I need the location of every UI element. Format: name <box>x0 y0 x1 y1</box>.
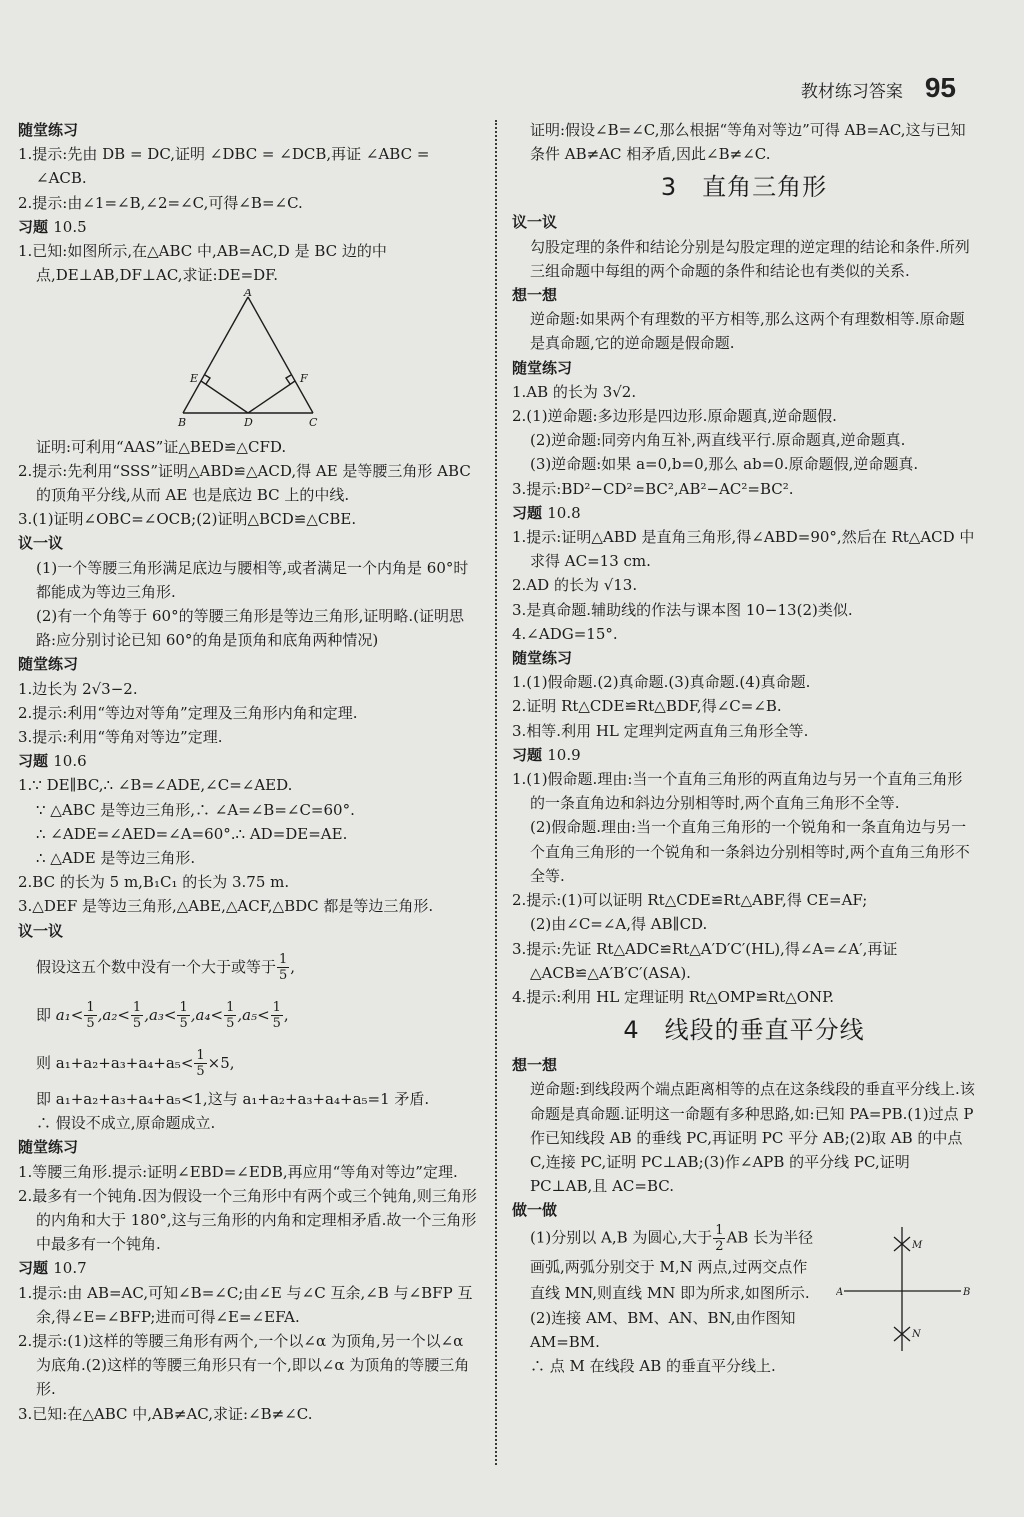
section-heading: 做一做 <box>512 1201 558 1220</box>
think-text: 逆命题:如果两个有理数的平方相等,那么这两个有理数相等.原命题是真命题,它的逆命题是假命题. <box>530 310 965 353</box>
svg-text:D: D <box>244 416 253 428</box>
answer-item: 1.提示:证明△ABD 是直角三角形,得∠ABD=90°,然后在 Rt△ACD 中求得 AC=13 cm. <box>512 528 975 571</box>
proof-line: 假设这五个数中没有一个大于或等于 $\frac{1}{5}$ , <box>36 952 296 984</box>
chapter-title: 4 线段的垂直平分线 <box>623 1016 865 1045</box>
construction-step: (2)连接 AM、BM、AN、BN,由作图知 AM=BM. <box>530 1308 796 1351</box>
answer-line: ∴ ∠ADE=∠AED=∠A=60°.∴ AD=DE=AE. <box>36 824 348 843</box>
answer-item: 3.△DEF 是等边三角形,△ABE,△ACF,△BDC 都是等边三角形. <box>18 897 434 916</box>
fraction: $\frac{1}{5}$ <box>279 952 288 984</box>
exercise-heading: 习题 10.5 <box>18 217 87 236</box>
answer-item: 4.提示:利用 HL 定理证明 Rt△OMP≌Rt△ONP. <box>512 987 834 1006</box>
think-text: 逆命题:到线段两个端点距离相等的点在这条线段的垂直平分线上.该命题是真命题.证明这一命题有多种思路,如:已知 PA=PB.(1)过点 P 作已知线段 AB 的垂线 PC,再证明 PC 平分 AB;(2)取 AB 的中点 C,连接 PC,证明 PC⊥AB;(3)作∠APB 的平分线 PC,证明 PC⊥AB,且 AC=BC. <box>530 1080 975 1196</box>
answer-item: 3.已知:在△ABC 中,AB≠AC,求证:∠B≠∠C. <box>18 1404 313 1423</box>
answer-item: 1.已知:如图所示,在△ABC 中,AB=AC,D 是 BC 边的中点,DE⊥AB,DF⊥AC,求证:DE=DF. <box>18 242 387 285</box>
construction-block <box>512 1223 976 1379</box>
answer-item: 1.AB 的长为 3√2. <box>512 382 637 401</box>
svg-text:B: B <box>963 1286 971 1298</box>
answer-line: (2)逆命题:同旁内角互补,两直线平行.原命题真,逆命题真. <box>530 431 906 450</box>
answer-item: 1.(1)假命题.(2)真命题.(3)真命题.(4)真命题. <box>512 673 811 692</box>
proof-text: 证明:假设∠B=∠C,那么根据“等角对等边”可得 AB=AC,这与已知条件 AB≠AC 相矛盾,因此∠B≠∠C. <box>530 121 966 164</box>
section-heading: 随堂练习 <box>18 655 79 674</box>
section-heading: 随堂练习 <box>512 358 573 377</box>
svg-text:F: F <box>300 372 308 386</box>
proof-line: ∴ 假设不成立,原命题成立. <box>36 1114 216 1133</box>
section-heading: 议一议 <box>512 213 558 232</box>
discussion-text: (1)一个等腰三角形满足底边与腰相等,或者满足一个内角是 60°时都能成为等边三角形. <box>36 558 469 601</box>
answer-item: 3.相等.利用 HL 定理判定两直角三角形全等. <box>512 721 809 740</box>
svg-text:N: N <box>912 1328 921 1340</box>
answer-item: 2.提示:(1)这样的等腰三角形有两个,一个以∠α 为顶角,另一个以∠α 为底角.(2)这样的等腰三角形只有一个,即以∠α 为顶角的等腰三角形. <box>18 1331 470 1399</box>
svg-text:M: M <box>912 1239 923 1251</box>
answer-line: ∴ △ADE 是等边三角形. <box>36 849 196 868</box>
answer-item: 1.∵ DE∥BC,∴ ∠B=∠ADE,∠C=∠AED. <box>18 776 293 795</box>
svg-text:A: A <box>244 289 252 300</box>
answer-item: 2.提示:由∠1=∠B,∠2=∠C,可得∠B=∠C. <box>18 193 303 212</box>
answer-item: 3.提示:BD²−CD²=BC²,AB²−AC²=BC². <box>512 479 794 498</box>
exercise-heading: 习题 10.9 <box>512 745 581 764</box>
exercise-heading: 习题 10.6 <box>18 752 87 771</box>
right-column <box>512 118 976 1378</box>
svg-text:A: A <box>836 1286 844 1298</box>
proof-line: 则 a₁+a₂+a₃+a₄+a₅< $\frac{1}{5}$ ×5, <box>36 1048 235 1080</box>
answer-item: 2.提示:(1)可以证明 Rt△CDE≌Rt△ABF,得 CE=AF; <box>512 891 868 910</box>
answer-item: 2.AD 的长为 √13. <box>512 576 638 595</box>
discussion-text: 勾股定理的条件和结论分别是勾股定理的逆定理的结论和条件.所列三组命题中每组的两个命题的条件和结论也有类似的关系. <box>530 237 970 280</box>
proof-text: 证明:可利用“AAS”证△BED≌△CFD. <box>36 437 287 456</box>
answer-item: 2.证明 Rt△CDE≌Rt△BDF,得∠C=∠B. <box>512 697 782 716</box>
chapter-title: 3 直角三角形 <box>660 173 828 202</box>
exercise-heading: 习题 10.7 <box>18 1259 87 1278</box>
answer-item: 2.最多有一个钝角.因为假设一个三角形中有两个或三个钝角,则三角形的内角和大于 180°,这与三角形的内角和定理相矛盾.故一个三角形中最多有一个钝角. <box>18 1186 477 1254</box>
answer-item: 1.等腰三角形.提示:证明∠EBD=∠EDB,再应用“等角对等边”定理. <box>18 1162 458 1181</box>
answer-item: 1.边长为 2√3−2. <box>18 679 138 698</box>
perpendicular-bisector-figure <box>836 1223 976 1353</box>
answer-line: (2)假命题.理由:当一个直角三角形的一个锐角和一条直角边与另一个直角三角形的一个锐角和一条斜边分别相等时,两个直角三角形不全等. <box>530 818 970 885</box>
triangle-figure <box>168 289 328 427</box>
section-heading: 随堂练习 <box>18 121 79 139</box>
page-header <box>801 72 956 104</box>
left-column <box>18 118 482 1426</box>
answer-item: 2.提示:先利用“SSS”证明△ABD≌△ACD,得 AE 是等腰三角形 ABC 的顶角平分线,从而 AE 也是底边 BC 上的中线. <box>18 461 471 505</box>
answer-item: 4.∠ADG=15°. <box>512 624 618 643</box>
proof-line: 即 a₁< $\frac{1}{5}$ ,a₂< $\frac{1}{5}$ ,a₃< $\frac{1}{5}$ ,a₄< $\frac{1}{5}$ ,a₅< $\frac{1}{5}$ , <box>36 1000 289 1032</box>
answer-item: 3.(1)证明∠OBC=∠OCB;(2)证明△BCD≌△CBE. <box>18 510 357 529</box>
section-heading: 随堂练习 <box>512 649 573 668</box>
answer-item: 3.是真命题.辅助线的作法与课本图 10−13(2)类似. <box>512 600 853 619</box>
exercise-heading: 习题 10.8 <box>512 503 581 522</box>
answer-item: 1.提示:由 AB=AC,可知∠B=∠C;由∠E 与∠C 互余,∠B 与∠BFP 互余,得∠E=∠BFP;进而可得∠E=∠EFA. <box>18 1283 473 1326</box>
answer-item: 3.提示:利用“等角对等边”定理. <box>18 728 223 747</box>
answer-line: ∵ △ABC 是等边三角形,∴ ∠A=∠B=∠C=60°. <box>36 800 355 819</box>
svg-text:C: C <box>309 416 318 428</box>
running-title: 教材练习答案 <box>800 82 903 102</box>
answer-item: 1.(1)假命题.理由:当一个直角三角形的两直角边与另一个直角三角形的一条直角边和斜边分别相等时,两个直角三角形不全等. <box>512 770 963 813</box>
section-heading: 想一想 <box>512 286 558 305</box>
answer-item: 2.BC 的长为 5 m,B₁C₁ 的长为 3.75 m. <box>18 873 290 892</box>
section-heading: 议一议 <box>18 534 64 553</box>
page-number: 95 <box>924 72 956 103</box>
svg-text:B: B <box>178 416 187 428</box>
answer-line: (3)逆命题:如果 a=0,b=0,那么 ab=0.原命题假,逆命题真. <box>530 455 919 474</box>
answer-item: 1.提示:先由 DB = DC,证明 ∠DBC = ∠DCB,再证 ∠ABC = ∠ACB. <box>18 145 430 188</box>
section-heading: 想一想 <box>512 1056 558 1075</box>
answer-line: (2)由∠C=∠A,得 AB∥CD. <box>530 915 708 934</box>
section-heading: 议一议 <box>18 921 64 940</box>
fraction: $\frac{1}{2}$ <box>715 1222 724 1254</box>
answer-item: 2.提示:利用“等边对等角”定理及三角形内角和定理. <box>18 703 358 722</box>
answer-item: 3.提示:先证 Rt△ADC≌Rt△A′D′C′(HL),得∠A=∠A′,再证△ACB≌△A′B′C′(ASA). <box>512 939 898 982</box>
construction-step: (1)分别以 A,B 为圆心,大于 $\frac{1}{2}$ AB 长为半径画弧,两弧分别交于 M,N 两点,过两交点作直线 MN,则直线 MN 即为所求,如图所示. <box>530 1222 814 1302</box>
svg-text:E: E <box>190 372 199 386</box>
column-divider <box>495 120 497 1465</box>
answer-item: 2.(1)逆命题:多边形是四边形.原命题真,逆命题假. <box>512 407 837 426</box>
proof-line: 即 a₁+a₂+a₃+a₄+a₅<1,这与 a₁+a₂+a₃+a₄+a₅=1 矛盾. <box>36 1089 430 1108</box>
conclusion-text: ∴ 点 M 在线段 AB 的垂直平分线上. <box>530 1356 776 1375</box>
discussion-text: (2)有一个角等于 60°的等腰三角形是等边三角形,证明略.(证明思路:应分别讨论已知 60°的角是顶角和底角两种情况) <box>36 607 464 650</box>
section-heading: 随堂练习 <box>18 1138 79 1157</box>
